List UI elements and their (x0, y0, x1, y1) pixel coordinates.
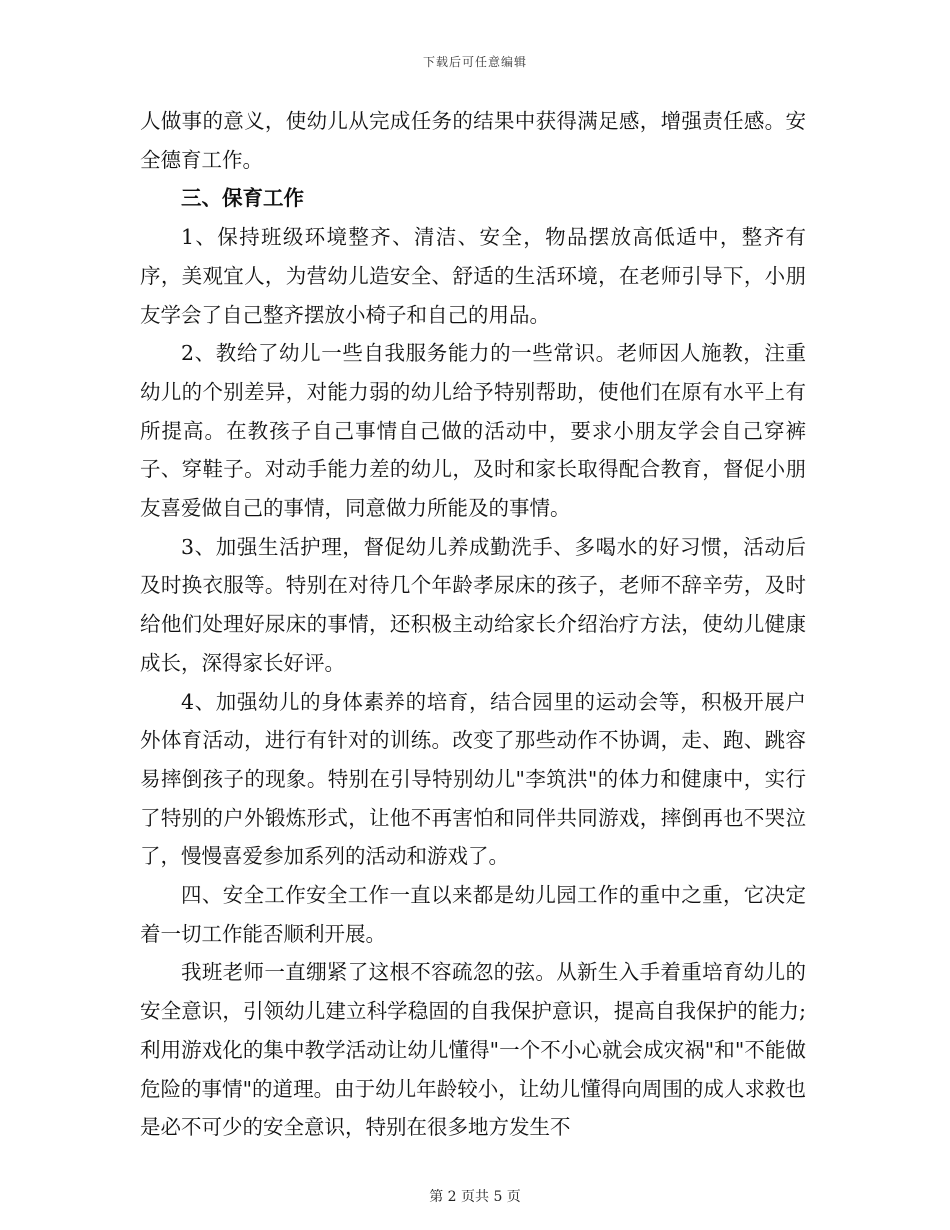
body-text (140, 102, 806, 1147)
page-header: 下载后可任意编辑 (422, 55, 527, 69)
paragraph-item-3: 3、加强生活护理，督促幼儿养成勤洗手、多喝水的好习惯，活动后及时换衣服等。特别在对待几个年龄孝尿床的孩子，老师不辞辛劳，及时给他们处理好尿床的事情，还积极主动给家长介绍治疗方法，使幼儿健康成长，深得家长好评。 (140, 534, 806, 675)
section-heading-safety: 四、安全工作安全工作一直以来都是幼儿园工作的重中之重，它决定着一切工作能否顺利开展。 (140, 883, 806, 946)
page-footer: 第 2 页共 5 页 (429, 1189, 521, 1205)
paragraph-item-1: 1、保持班级环境整齐、清洁、安全，物品摆放高低适中，整齐有序，美观宜人，为营幼儿造安全、舒适的生活环境，在老师引导下，小朋友学会了自己整齐摆放小椅子和自己的用品。 (140, 225, 806, 327)
paragraph-item-2: 2、教给了幼儿一些自我服务能力的一些常识。老师因人施教，注重幼儿的个别差异，对能力弱的幼儿给予特别帮助，使他们在原有水平上有所提高。在教孩子自己事情自己做的活动中，要求小朋友学会自己穿裤子、穿鞋子。对动手能力差的幼儿，及时和家长取得配合教育，督促小朋友喜爱做自己的事情，同意做力所能及的事情。 (140, 341, 806, 521)
paragraph-continuation: 人做事的意义，使幼儿从完成任务的结果中获得满足感，增强责任感。安全德育工作。 (140, 109, 806, 172)
section-heading-childcare: 三、保育工作 (181, 186, 304, 211)
paragraph-safety-detail: 我班老师一直绷紧了这根不容疏忽的弦。从新生入手着重培育幼儿的安全意识，引领幼儿建立科学稳固的自我保护意识，提高自我保护的能力;利用游戏化的集中教学活动让幼儿懂得"一个不小心就会成灾祸"和"不能做危险的事情"的道理。由于幼儿年龄较小，让幼儿懂得向周围的成人求救也是必不可少的安全意识，特别在很多地方发生不 (140, 960, 806, 1140)
paragraph-item-4: 4、加强幼儿的身体素养的培育，结合园里的运动会等，积极开展户外体育活动，进行有针对的训练。改变了那些动作不协调，走、跑、跳容易摔倒孩子的现象。特别在引导特别幼儿"李筑洪"的体力和健康中，实行了特别的户外锻炼形式，让他不再害怕和同伴共同游戏，摔倒再也不哭泣了，慢慢喜爱参加系列的活动和游戏了。 (140, 689, 806, 869)
